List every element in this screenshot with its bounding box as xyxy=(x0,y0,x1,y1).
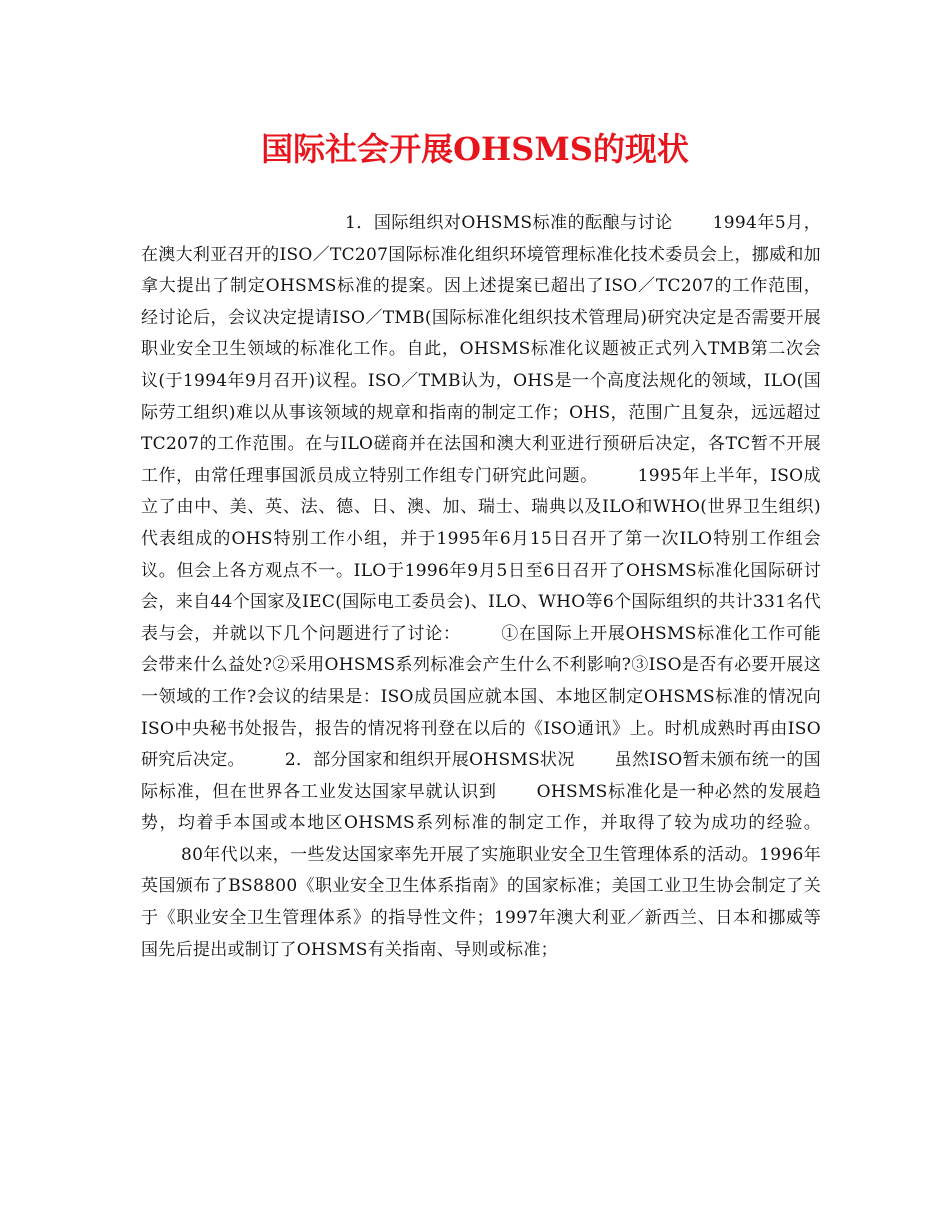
section-heading: 1．国际组织对OHSMS标准的酝酿与讨论 xyxy=(345,213,673,233)
body-paragraph: ①在国际上开展OHSMS标准化工作可能会带来什么益处?②采用OHSMS系列标准会产生什么不利影响?③ISO是否有必要开展这一领域的工作?会议的结果是：ISO成员国应就本国、本地区制定OHSMS标准的情况向ISO中央秘书处报告，报告的情况将刊登在以后的《ISO通讯》上。时机成熟时再由ISO研究后决定。 xyxy=(141,623,821,771)
body-paragraph: 1995年上半年，ISO成立了由中、美、英、法、德、日、澳、加、瑞士、瑞典以及ILO和WHO(世界卫生组织)代表组成的OHS特别工作小组，并于1995年6月15日召开了第一次ILO特别工作组会议。但会上各方观点不一。ILO于1996年9月5日至6日召开了OHSMS标准化国际研讨会，来自44个国家及IEC(国际电工委员会)、ILO、WHO等6个国际组织的共计331名代表与会，并就以下几个问题进行了讨论： xyxy=(141,465,821,644)
body-paragraph: OHSMS标准化是一种必然的发展趋势，均着手本国或本地区OHSMS系列标准的制定工作，并取得了较为成功的经验。 xyxy=(141,781,822,834)
body-paragraph: 虽然ISO暂未颁布统一的国际标准，但在世界各工业发达国家早就认识到 xyxy=(141,750,821,802)
document-body xyxy=(141,208,821,966)
document-title: 国际社会开展OHSMS的现状 xyxy=(261,130,689,168)
body-paragraph: 1994年5月，在澳大利亚召开的ISO／TC207国际标准化组织环境管理标准化技术委员会上，挪威和加拿大提出了制定OHSMS标准的提案。因上述提案已超出了ISO／TC207的工作范围，经讨论后，会议决定提请ISO／TMB(国际标准化组织技术管理局)研究决定是否需要开展职业安全卫生领域的标准化工作。自此，OHSMS标准化议题被正式列入TMB第二次会议(于1994年9月召开)议程。ISO／TMB认为，OHS是一个高度法规化的领域，ILO(国际劳工组织)难以从事该领域的规章和指南的制定工作；OHS，范围广且复杂，远远超过TC207的工作范围。在与ILO磋商并在法国和澳大利亚进行预研后决定，各TC暂不开展工作，由常任理事国派员成立特别工作组专门研究此问题。 xyxy=(141,213,821,486)
section-heading: 2．部分国家和组织开展OHSMS状况 xyxy=(284,750,575,771)
body-paragraph: 80年代以来，一些发达国家率先开展了实施职业安全卫生管理体系的活动。1996年英国颁布了BS8800《职业安全卫生体系指南》的国家标准；美国工业卫生协会制定了关于《职业安全卫生管理体系》的指导性文件；1997年澳大利亚／新西兰、日本和挪威等国先后提出或制订了OHSMS有关指南、导则或标准； xyxy=(141,844,821,960)
